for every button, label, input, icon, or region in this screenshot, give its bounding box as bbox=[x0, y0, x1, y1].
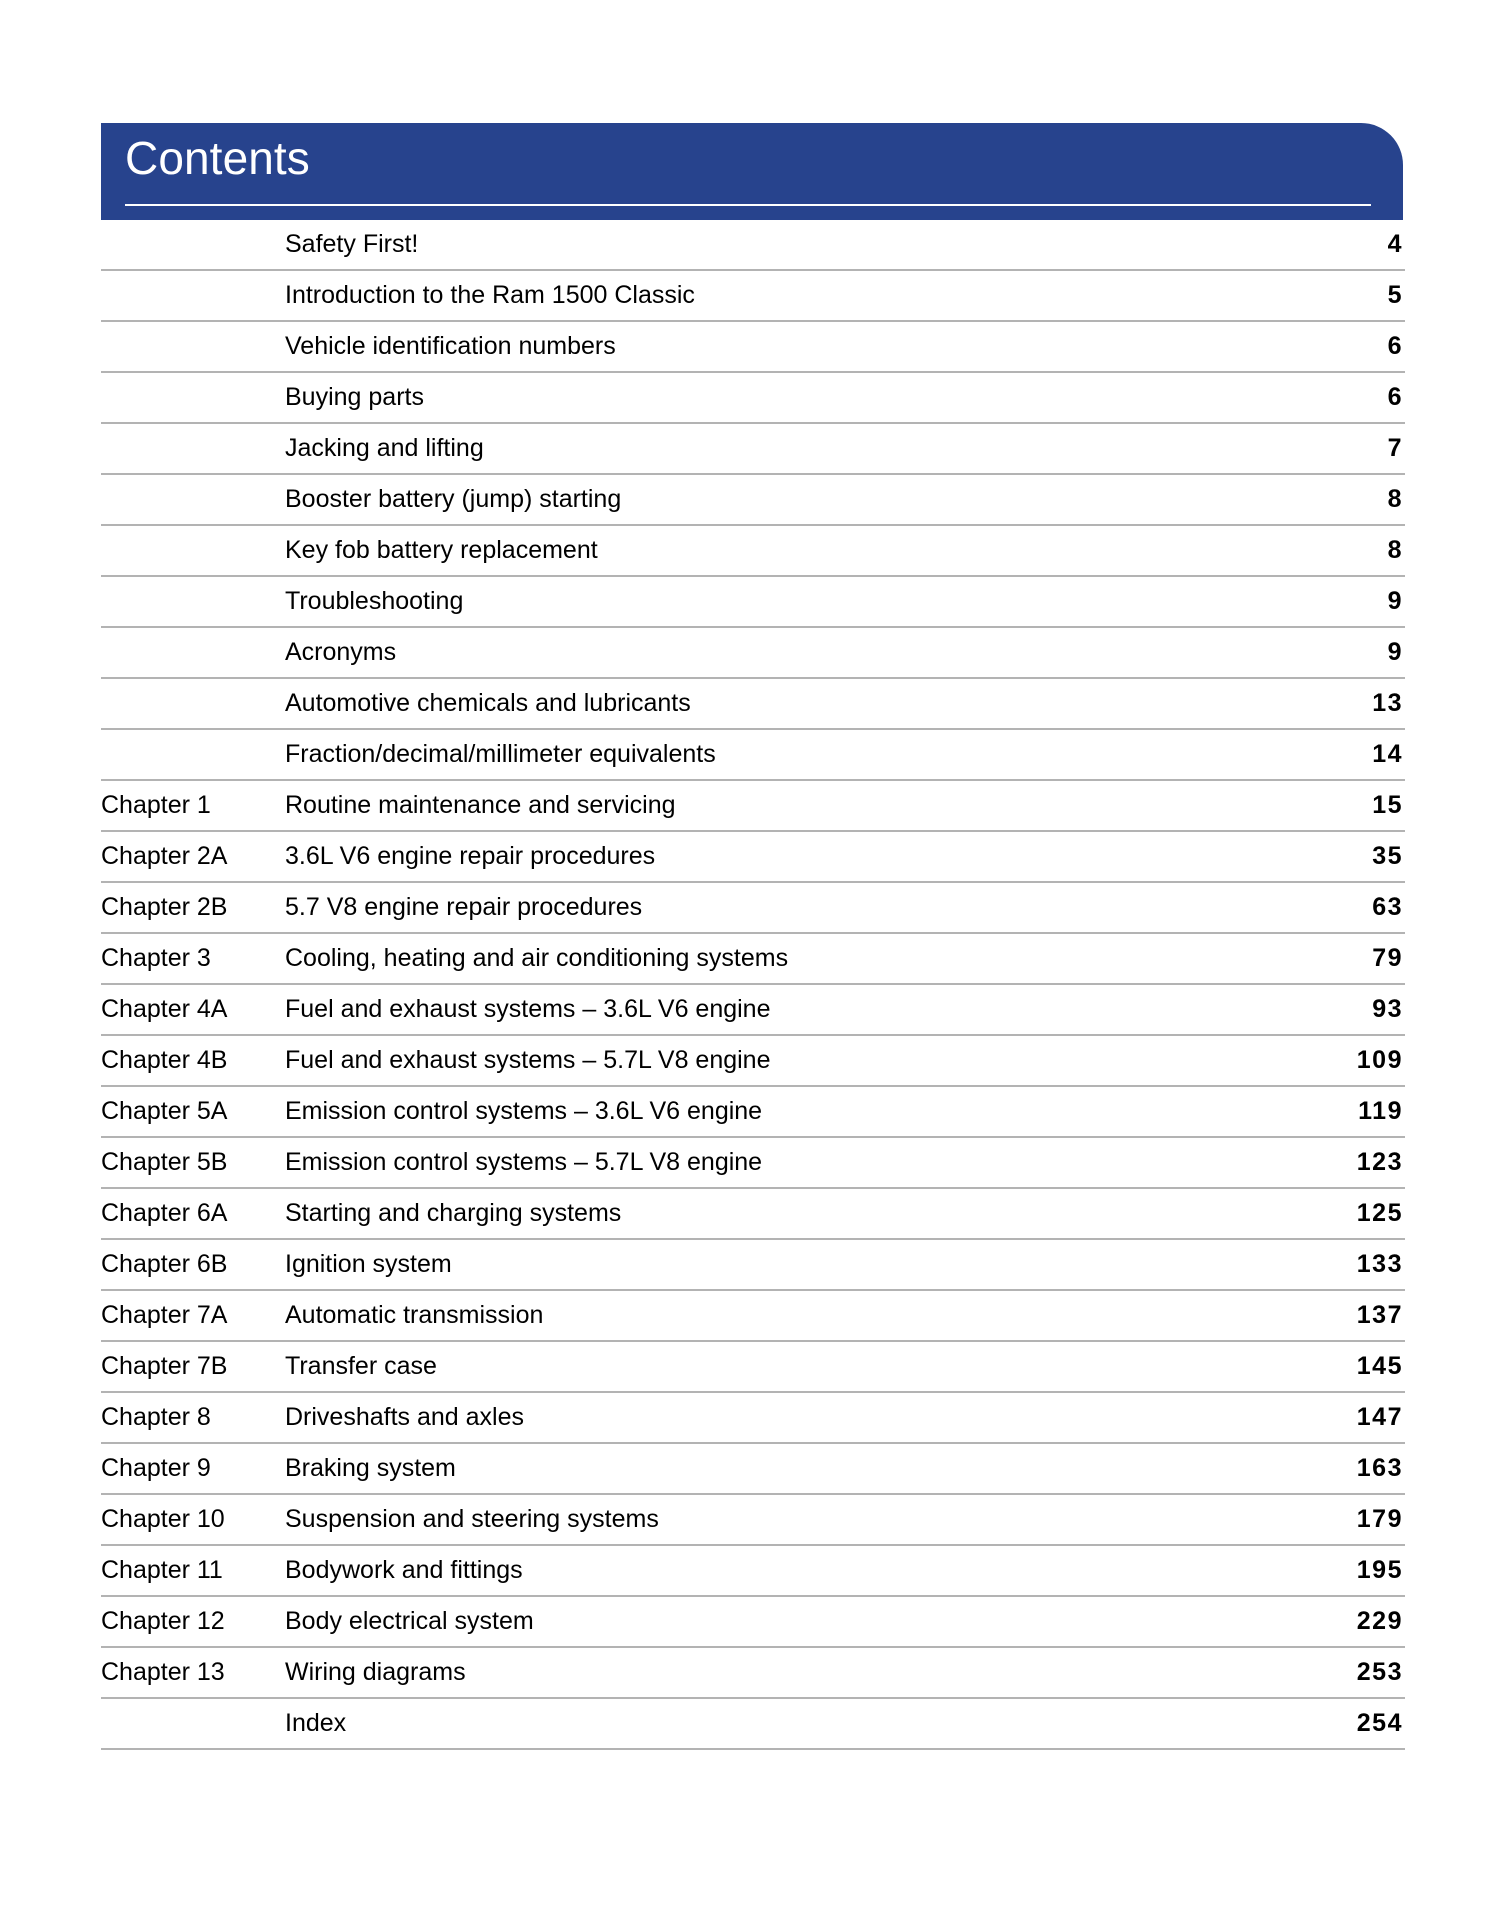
toc-entry-title-text: Vehicle identification numbers bbox=[285, 332, 616, 360]
toc-entry-title[interactable] bbox=[285, 321, 1205, 372]
toc-entry-title[interactable] bbox=[285, 1494, 1205, 1545]
toc-page-number-text: 179 bbox=[1356, 1505, 1403, 1533]
table-row[interactable] bbox=[101, 1698, 1405, 1749]
toc-chapter-label bbox=[101, 1545, 285, 1596]
toc-chapter-label bbox=[101, 1647, 285, 1698]
table-row[interactable] bbox=[101, 220, 1405, 270]
toc-page-number bbox=[1205, 423, 1405, 474]
toc-chapter-label-text: Chapter 11 bbox=[101, 1556, 223, 1584]
toc-chapter-label bbox=[101, 729, 285, 780]
toc-chapter-label bbox=[101, 678, 285, 729]
toc-chapter-label bbox=[101, 1239, 285, 1290]
toc-entry-title[interactable] bbox=[285, 474, 1205, 525]
toc-entry-title[interactable] bbox=[285, 423, 1205, 474]
table-row[interactable] bbox=[101, 423, 1405, 474]
toc-chapter-label bbox=[101, 831, 285, 882]
toc-chapter-label bbox=[101, 1698, 285, 1749]
table-row[interactable] bbox=[101, 270, 1405, 321]
toc-entry-title[interactable] bbox=[285, 1698, 1205, 1749]
toc-chapter-label bbox=[101, 1494, 285, 1545]
toc-chapter-label-text: Chapter 8 bbox=[101, 1403, 211, 1431]
toc-chapter-label bbox=[101, 627, 285, 678]
toc-entry-title-text: Bodywork and fittings bbox=[285, 1556, 523, 1584]
toc-entry-title-text: Buying parts bbox=[285, 383, 424, 411]
toc-entry-title-text: Cooling, heating and air conditioning systems bbox=[285, 944, 789, 972]
toc-page-number bbox=[1205, 576, 1405, 627]
toc-page-number-text: 125 bbox=[1356, 1199, 1403, 1227]
table-row[interactable] bbox=[101, 1137, 1405, 1188]
toc-page-number-text: 9 bbox=[1387, 638, 1403, 666]
toc-chapter-label bbox=[101, 270, 285, 321]
toc-page-number-text: 145 bbox=[1356, 1352, 1403, 1380]
toc-entry-title-text: 5.7 V8 engine repair procedures bbox=[285, 893, 643, 921]
toc-chapter-label-text: Chapter 4A bbox=[101, 995, 228, 1023]
toc-page-number bbox=[1205, 1596, 1405, 1647]
toc-page-number-text: 6 bbox=[1387, 332, 1403, 360]
toc-entry-title[interactable] bbox=[285, 984, 1205, 1035]
toc-chapter-label bbox=[101, 474, 285, 525]
toc-page-number-text: 119 bbox=[1358, 1097, 1403, 1125]
table-row[interactable] bbox=[101, 1392, 1405, 1443]
toc-page-number-text: 14 bbox=[1372, 740, 1403, 768]
toc-page-number-text: 7 bbox=[1387, 434, 1403, 462]
toc-entry-title[interactable] bbox=[285, 1545, 1205, 1596]
toc-page-number-text: 5 bbox=[1387, 281, 1403, 309]
toc-entry-title[interactable] bbox=[285, 220, 1205, 270]
toc-page-number bbox=[1205, 1392, 1405, 1443]
toc-page-number-text: 8 bbox=[1387, 485, 1403, 513]
toc-entry-title[interactable] bbox=[285, 1290, 1205, 1341]
toc-chapter-label-text: Chapter 5A bbox=[101, 1097, 228, 1125]
toc-entry-title[interactable] bbox=[285, 831, 1205, 882]
toc-page-number bbox=[1205, 321, 1405, 372]
toc-entry-title-text: Safety First! bbox=[285, 230, 419, 258]
toc-page-number bbox=[1205, 1698, 1405, 1749]
toc-entry-title-text: Driveshafts and axles bbox=[285, 1403, 525, 1431]
toc-entry-title-text: Emission control systems – 3.6L V6 engine bbox=[285, 1097, 763, 1125]
toc-entry-title[interactable] bbox=[285, 678, 1205, 729]
toc-chapter-label-text: Chapter 7A bbox=[101, 1301, 228, 1329]
toc-entry-title-text: Troubleshooting bbox=[285, 587, 464, 615]
table-row[interactable] bbox=[101, 1341, 1405, 1392]
toc-page-number bbox=[1205, 1443, 1405, 1494]
toc-page-number-text: 6 bbox=[1387, 383, 1403, 411]
toc-chapter-label bbox=[101, 1443, 285, 1494]
toc-page-number-text: 13 bbox=[1372, 689, 1403, 717]
toc-chapter-label bbox=[101, 882, 285, 933]
toc-chapter-label-text: Chapter 2B bbox=[101, 893, 228, 921]
table-row[interactable] bbox=[101, 882, 1405, 933]
toc-entry-title-text: Acronyms bbox=[285, 638, 397, 666]
toc-page-number-text: 147 bbox=[1356, 1403, 1403, 1431]
toc-page-number bbox=[1205, 780, 1405, 831]
toc-page-number bbox=[1205, 1239, 1405, 1290]
table-row[interactable] bbox=[101, 1239, 1405, 1290]
toc-page-number bbox=[1205, 1035, 1405, 1086]
toc-page-number-text: 253 bbox=[1356, 1658, 1403, 1686]
toc-page-number-text: 133 bbox=[1356, 1250, 1403, 1278]
toc-chapter-label bbox=[101, 1290, 285, 1341]
toc-chapter-label-text: Chapter 1 bbox=[101, 791, 211, 819]
table-row[interactable] bbox=[101, 1596, 1405, 1647]
toc-entry-title[interactable] bbox=[285, 1137, 1205, 1188]
toc-chapter-label bbox=[101, 1086, 285, 1137]
toc-page-number bbox=[1205, 1086, 1405, 1137]
toc-page-number bbox=[1205, 220, 1405, 270]
toc-chapter-label bbox=[101, 1137, 285, 1188]
table-row[interactable] bbox=[101, 474, 1405, 525]
toc-entry-title-text: Key fob battery replacement bbox=[285, 536, 598, 564]
toc-entry-title[interactable] bbox=[285, 780, 1205, 831]
toc-page-number bbox=[1205, 882, 1405, 933]
toc-page-number bbox=[1205, 1290, 1405, 1341]
toc-page-number bbox=[1205, 525, 1405, 576]
toc-entry-title-text: 3.6L V6 engine repair procedures bbox=[285, 842, 656, 870]
toc-page-number-text: 9 bbox=[1387, 587, 1403, 615]
toc-chapter-label bbox=[101, 1188, 285, 1239]
toc-entry-title[interactable] bbox=[285, 1086, 1205, 1137]
toc-entry-title[interactable] bbox=[285, 1596, 1205, 1647]
toc-page-number bbox=[1205, 627, 1405, 678]
toc-entry-title-text: Transfer case bbox=[285, 1352, 437, 1380]
toc-page-number-text: 63 bbox=[1372, 893, 1403, 921]
table-row[interactable] bbox=[101, 321, 1405, 372]
toc-entry-title[interactable] bbox=[285, 372, 1205, 423]
toc-body bbox=[101, 220, 1405, 1749]
toc-entry-title[interactable] bbox=[285, 270, 1205, 321]
toc-entry-title[interactable] bbox=[285, 1341, 1205, 1392]
table-row[interactable] bbox=[101, 780, 1405, 831]
toc-entry-title[interactable] bbox=[285, 1188, 1205, 1239]
toc-entry-title-text: Routine maintenance and servicing bbox=[285, 791, 676, 819]
toc-chapter-label bbox=[101, 933, 285, 984]
toc-entry-title[interactable] bbox=[285, 933, 1205, 984]
toc-page-number bbox=[1205, 933, 1405, 984]
toc-entry-title-text: Fuel and exhaust systems – 5.7L V8 engine bbox=[285, 1046, 771, 1074]
table-row[interactable] bbox=[101, 933, 1405, 984]
toc-entry-title[interactable] bbox=[285, 1035, 1205, 1086]
toc-entry-title-text: Braking system bbox=[285, 1454, 456, 1482]
toc-page-number-text: 79 bbox=[1372, 944, 1403, 972]
toc-entry-title[interactable] bbox=[285, 882, 1205, 933]
table-row[interactable] bbox=[101, 372, 1405, 423]
toc-chapter-label bbox=[101, 372, 285, 423]
toc-chapter-label bbox=[101, 1596, 285, 1647]
toc-entry-title-text: Jacking and lifting bbox=[285, 434, 484, 462]
toc-page-number bbox=[1205, 270, 1405, 321]
toc-page-number-text: 137 bbox=[1356, 1301, 1403, 1329]
table-row[interactable] bbox=[101, 1443, 1405, 1494]
toc-chapter-label bbox=[101, 1392, 285, 1443]
toc-page-number-text: 229 bbox=[1356, 1607, 1403, 1635]
toc-page-number-text: 109 bbox=[1356, 1046, 1403, 1074]
toc-page-number bbox=[1205, 1341, 1405, 1392]
page-title: Contents bbox=[125, 132, 310, 184]
toc-page-number-text: 123 bbox=[1356, 1148, 1403, 1176]
toc-chapter-label-text: Chapter 2A bbox=[101, 842, 228, 870]
toc-chapter-label-text: Chapter 9 bbox=[101, 1454, 211, 1482]
toc-page-number bbox=[1205, 1137, 1405, 1188]
table-row[interactable] bbox=[101, 678, 1405, 729]
table-row[interactable] bbox=[101, 729, 1405, 780]
toc-entry-title[interactable] bbox=[285, 729, 1205, 780]
toc-page-number bbox=[1205, 1188, 1405, 1239]
toc-chapter-label bbox=[101, 780, 285, 831]
toc-chapter-label bbox=[101, 525, 285, 576]
table-row[interactable] bbox=[101, 1035, 1405, 1086]
toc-entry-title-text: Body electrical system bbox=[285, 1607, 534, 1635]
toc-entry-title[interactable] bbox=[285, 1392, 1205, 1443]
toc-entry-title-text: Introduction to the Ram 1500 Classic bbox=[285, 281, 695, 309]
table-row[interactable] bbox=[101, 525, 1405, 576]
table-row[interactable] bbox=[101, 831, 1405, 882]
toc-chapter-label bbox=[101, 1035, 285, 1086]
toc-page-number-text: 254 bbox=[1356, 1709, 1403, 1737]
table-row[interactable] bbox=[101, 984, 1405, 1035]
table-row[interactable] bbox=[101, 1188, 1405, 1239]
toc-entry-title[interactable] bbox=[285, 1443, 1205, 1494]
table-row[interactable] bbox=[101, 1647, 1405, 1698]
toc-chapter-label bbox=[101, 423, 285, 474]
toc-page-number-text: 93 bbox=[1372, 995, 1403, 1023]
toc-chapter-label bbox=[101, 984, 285, 1035]
toc-chapter-label-text: Chapter 6B bbox=[101, 1250, 228, 1278]
toc-entry-title-text: Index bbox=[285, 1709, 347, 1737]
table-row[interactable] bbox=[101, 1290, 1405, 1341]
toc-chapter-label-text: Chapter 6A bbox=[101, 1199, 228, 1227]
toc-entry-title[interactable] bbox=[285, 1239, 1205, 1290]
toc-entry-title-text: Wiring diagrams bbox=[285, 1658, 466, 1686]
toc-entry-title-text: Fuel and exhaust systems – 3.6L V6 engine bbox=[285, 995, 771, 1023]
toc-page-number bbox=[1205, 678, 1405, 729]
toc-page-number-text: 195 bbox=[1356, 1556, 1403, 1584]
toc-entry-title-text: Suspension and steering systems bbox=[285, 1505, 659, 1533]
toc-chapter-label bbox=[101, 220, 285, 270]
toc-entry-title-text: Booster battery (jump) starting bbox=[285, 485, 622, 513]
toc-entry-title-text: Ignition system bbox=[285, 1250, 452, 1278]
toc-chapter-label bbox=[101, 321, 285, 372]
toc-chapter-label bbox=[101, 576, 285, 627]
toc-entry-title-text: Starting and charging systems bbox=[285, 1199, 622, 1227]
toc-chapter-label-text: Chapter 7B bbox=[101, 1352, 228, 1380]
toc-page-number-text: 15 bbox=[1372, 791, 1403, 819]
toc-chapter-label-text: Chapter 3 bbox=[101, 944, 211, 972]
toc-page-number-text: 35 bbox=[1372, 842, 1403, 870]
toc-entry-title[interactable] bbox=[285, 525, 1205, 576]
contents-header-banner bbox=[101, 123, 1403, 220]
toc-entry-title-text: Automotive chemicals and lubricants bbox=[285, 689, 691, 717]
toc-page-number-text: 8 bbox=[1387, 536, 1403, 564]
toc-page-number-text: 163 bbox=[1356, 1454, 1403, 1482]
toc-page-number bbox=[1205, 831, 1405, 882]
table-row[interactable] bbox=[101, 627, 1405, 678]
toc-entry-title[interactable] bbox=[285, 1647, 1205, 1698]
toc-page-number-text: 4 bbox=[1387, 230, 1403, 258]
header-divider-rule bbox=[125, 204, 1371, 206]
toc-chapter-label bbox=[101, 1341, 285, 1392]
table-row[interactable] bbox=[101, 576, 1405, 627]
toc-entry-title[interactable] bbox=[285, 627, 1205, 678]
toc-entry-title-text: Fraction/decimal/millimeter equivalents bbox=[285, 740, 716, 768]
toc-page-number bbox=[1205, 1647, 1405, 1698]
table-row[interactable] bbox=[101, 1086, 1405, 1137]
toc-chapter-label-text: Chapter 12 bbox=[101, 1607, 225, 1635]
toc-page-number bbox=[1205, 1545, 1405, 1596]
toc-page-number bbox=[1205, 984, 1405, 1035]
toc-page-number bbox=[1205, 729, 1405, 780]
toc-chapter-label-text: Chapter 13 bbox=[101, 1658, 225, 1686]
toc-page-number bbox=[1205, 474, 1405, 525]
toc-chapter-label-text: Chapter 4B bbox=[101, 1046, 228, 1074]
toc-entry-title[interactable] bbox=[285, 576, 1205, 627]
toc-entry-title-text: Automatic transmission bbox=[285, 1301, 544, 1329]
toc-chapter-label-text: Chapter 5B bbox=[101, 1148, 228, 1176]
table-row[interactable] bbox=[101, 1494, 1405, 1545]
toc-page-number bbox=[1205, 1494, 1405, 1545]
toc-entry-title-text: Emission control systems – 5.7L V8 engine bbox=[285, 1148, 763, 1176]
toc-chapter-label-text: Chapter 10 bbox=[101, 1505, 225, 1533]
toc-page-number bbox=[1205, 372, 1405, 423]
table-of-contents bbox=[101, 220, 1405, 1750]
table-row[interactable] bbox=[101, 1545, 1405, 1596]
